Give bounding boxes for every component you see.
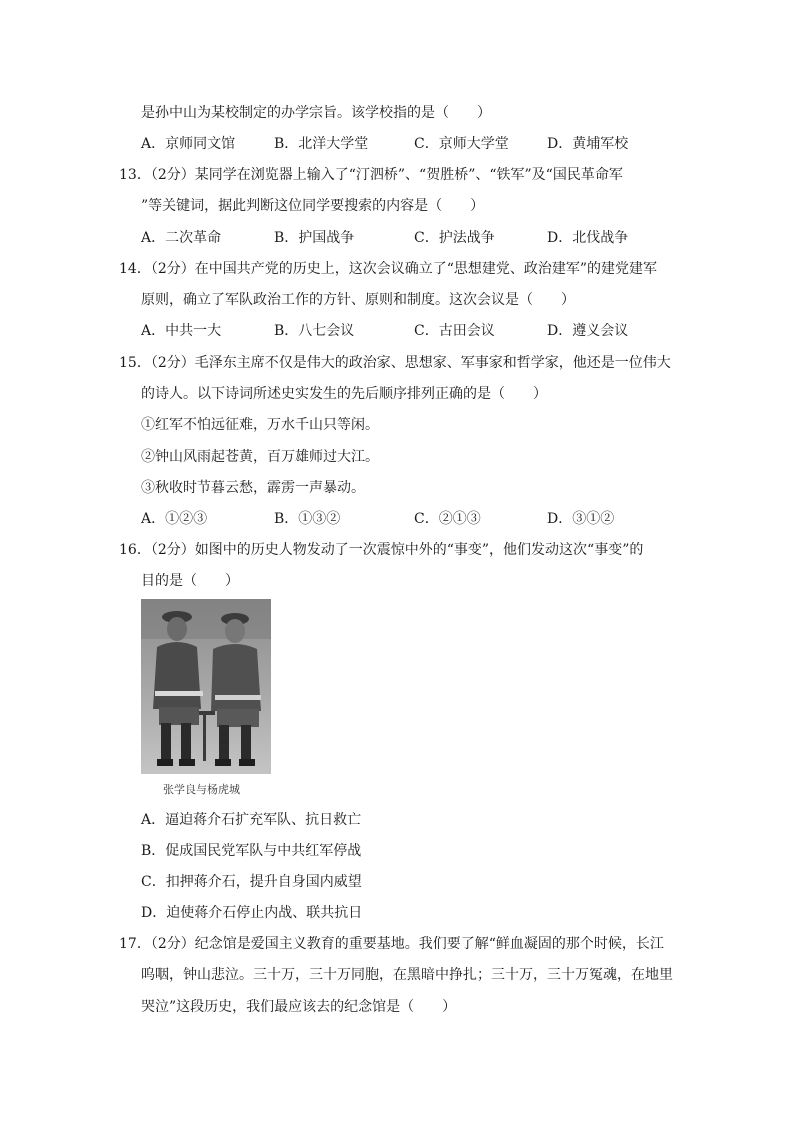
q13-options — [141, 228, 661, 248]
q16-stem-line1: 16．（2分）如图中的历史人物发动了一次震惊中外的“事变”，他们发动这次“事变”的 — [119, 542, 644, 558]
q15-option-d[interactable]: D．③①② — [547, 511, 615, 527]
q13-option-a[interactable]: A．二次革命 — [141, 230, 222, 246]
q17-stem-line1: 17．（2分）纪念馆是爱国主义教育的重要基地。我们要了解“鲜血凝固的那个时候，长江 — [119, 936, 664, 952]
q17-stem-line2: 呜咽，钟山悲泣。三十万，三十万同胞，在黑暗中挣扎；三十万，三十万冤魂，在地里 — [141, 967, 673, 983]
q13-option-d[interactable]: D．北伐战争 — [547, 230, 629, 246]
q13-option-b[interactable]: B．护国战争 — [274, 230, 355, 246]
q15-stem-line1: 15．（2分）毛泽东主席不仅是伟大的政治家、思想家、军事家和哲学家，他还是一位伟大 — [119, 355, 671, 371]
q12-stem-continued: 是孙中山为某校制定的办学宗旨。该学校指的是（ ） — [141, 105, 491, 121]
q14-stem-line2: 原则，确立了军队政治工作的方针、原则和制度。这次会议是（ ） — [141, 292, 575, 308]
q14-option-b[interactable]: B．八七会议 — [274, 323, 355, 339]
q17-stem-line3: 哭泣”这段历史，我们最应该去的纪念馆是（ ） — [141, 999, 457, 1015]
q15-options — [141, 509, 661, 529]
q14-stem-line1: 14．（2分）在中国共产党的历史上，这次会议确立了“思想建党、政治建军”的建党建军 — [119, 261, 658, 277]
q13-stem-line1: 13．（2分）某同学在浏览器上输入了“汀泗桥”、“贺胜桥”、“铁军”及“国民革命军 — [119, 167, 623, 183]
q14-option-d[interactable]: D．遵义会议 — [547, 323, 629, 339]
q15-poem-3: ③秋收时节暮云愁，霹雳一声暴动。 — [141, 480, 365, 496]
q15-poem-1: ①红军不怕远征难，万水千山只等闲。 — [141, 417, 379, 433]
q12-option-a[interactable]: A．京师同文馆 — [141, 136, 236, 152]
q14-option-c[interactable]: C．古田会议 — [414, 323, 495, 339]
q12-options — [141, 134, 661, 154]
q13-option-c[interactable]: C．护法战争 — [414, 230, 495, 246]
historical-photo — [141, 599, 271, 774]
photo-illustration — [141, 599, 271, 774]
q16-option-c[interactable]: C．扣押蒋介石，提升自身国内威望 — [141, 874, 362, 890]
q12-option-d[interactable]: D．黄埔军校 — [547, 136, 629, 152]
q16-option-d[interactable]: D．迫使蒋介石停止内战、联共抗日 — [141, 905, 363, 921]
q14-options — [141, 321, 661, 341]
q16-option-b[interactable]: B．促成国民党军队与中共红军停战 — [141, 843, 362, 859]
q15-stem-line2: 的诗人。以下诗词所述史实发生的先后顺序排列正确的是（ ） — [141, 386, 547, 402]
q13-stem-line2: ”等关键词，据此判断这位同学要搜索的内容是（ ） — [141, 198, 485, 214]
q16-option-a[interactable]: A．逼迫蒋介石扩充军队、抗日救亡 — [141, 812, 362, 828]
q15-poem-2: ②钟山风雨起苍黄，百万雄师过大江。 — [141, 449, 379, 465]
q12-option-c[interactable]: C．京师大学堂 — [414, 136, 509, 152]
q15-option-a[interactable]: A．①②③ — [141, 511, 208, 527]
q16-stem-line2: 目的是（ ） — [141, 573, 239, 589]
q12-option-b[interactable]: B．北洋大学堂 — [274, 136, 369, 152]
q15-option-c[interactable]: C．②①③ — [414, 511, 481, 527]
photo-caption: 张学良与杨虎城 — [163, 783, 240, 796]
q14-option-a[interactable]: A．中共一大 — [141, 323, 222, 339]
q15-option-b[interactable]: B．①③② — [274, 511, 341, 527]
